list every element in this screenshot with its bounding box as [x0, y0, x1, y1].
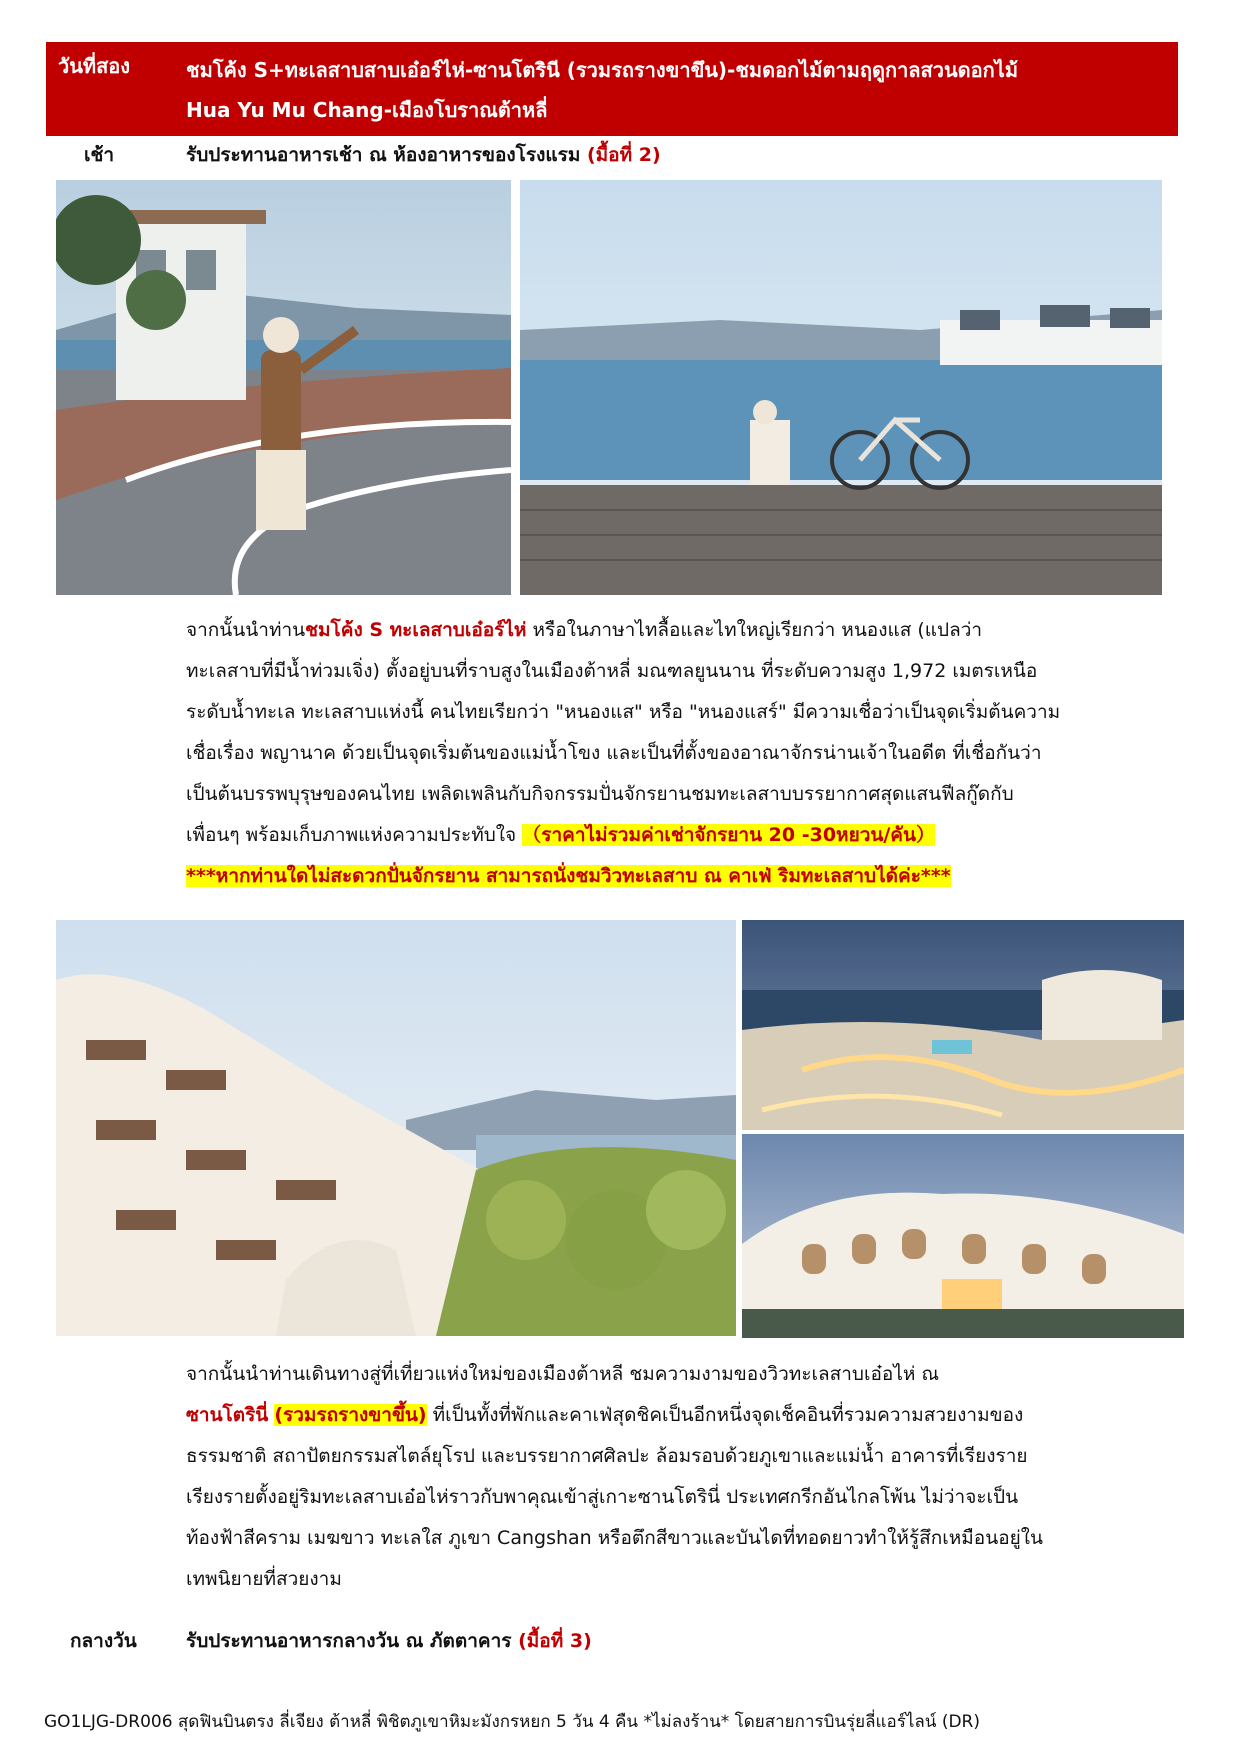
para1-line3: ระดับน้ำทะเล ทะเลสาบแห่งนี้ คนไทยเรียกว่า "หนองแส" หรือ "หนองแสร์" มีความเชื่อว่าเป็นจุดเริ่มต้นความ — [186, 701, 1061, 723]
morning-label: เช้า — [84, 144, 115, 166]
para1-warning-line — [186, 856, 1166, 897]
bike-rental-price-note: （ราคาไม่รวมค่าเช่าจักรยาน 20 -30หยวน/คัน） — [522, 824, 935, 846]
para2-line4: เรียงรายตั้งอยู่ริมทะเลสาบเอ๋อไห่ราวกับพาคุณเข้าสู่เกาะซานโตรินี่ ประเทศกรีกอันไกลโพ้น ไม่ว่าจะเป็น — [186, 1486, 1019, 1508]
lunch-desc: รับประทานอาหารกลางวัน ณ ภัตตาคาร — [186, 1630, 512, 1652]
para1-line1 — [186, 610, 1166, 651]
photo-santorini-evening — [742, 1134, 1184, 1338]
paragraph-erhai-lake — [186, 610, 1166, 897]
morning-desc: รับประทานอาหารเช้า ณ ห้องอาหารของโรงแรม — [186, 144, 581, 166]
para2-line6: เทพนิยายที่สวยงาม — [186, 1568, 342, 1590]
day-label: วันที่สอง — [58, 54, 131, 78]
para2-line2-rest: ที่เป็นทั้งที่พักและคาเฟ่สุดชิคเป็นอีกหนึ่งจุดเช็คอินที่รวมความสวยงามของ — [426, 1404, 1024, 1426]
lunch-meal: (มื้อที่ 3) — [518, 1630, 592, 1652]
santorini-tram-note: (รวมรถรางขาขึ้น) — [274, 1404, 427, 1426]
paragraph-santorini — [186, 1354, 1166, 1600]
para2-line5: ท้องฟ้าสีคราม เมฆขาว ทะเลใส ภูเขา Cangshan หรือตึกสีขาวและบันไดที่ทอดยาวทำให้รู้สึกเหมือนอยู่ใน — [186, 1527, 1044, 1549]
bike-warning-note: ***หากท่านใดไม่สะดวกปั่นจักรยาน สามารถนั่งชมวิวทะเลสาบ ณ คาเฟ่ ริมทะเลสาบได้ค่ะ*** — [186, 865, 951, 887]
photo-santorini-night — [742, 920, 1184, 1130]
day-title-line2: Hua Yu Mu Chang-เมืองโบราณต้าหลี่ — [186, 98, 548, 122]
para1-line5: เป็นต้นบรรพบุรุษของคนไทย เพลิดเพลินกับกิจกรรมปั่นจักรยานชมทะเลสาบบรรยากาศสุดแสนฟีลกู๊ดกับ — [186, 783, 1014, 805]
para1-lead: จากนั้นนำท่าน — [186, 619, 306, 641]
para1-line1-rest: หรือในภาษาไทลื้อและไทใหญ่เรียกว่า หนองแส (แปลว่า — [526, 619, 983, 641]
santorini-name: ซานโตรินี่ — [186, 1404, 269, 1426]
morning-text — [186, 140, 661, 170]
page-footer: GO1LJG-DR006 สุดฟินบินตรง ลี่เจียง ต้าหลี่ พิชิตภูเขาหิมะมังกรหยก 5 วัน 4 คืน *ไม่ลงร้าน* โดยสายการบินรุ่ยลี่แอร์ไลน์ (DR) — [44, 1712, 980, 1732]
photo-santorini-hotel — [56, 920, 736, 1336]
para2-line2 — [186, 1395, 1166, 1436]
day-title-line1: ชมโค้ง S+ทะเลสาบสาบเอ๋อร์ไห่-ซานโตรินี (รวมรถรางขาขึน)-ชมดอกไม้ตามฤดูกาลสวนดอกไม้ — [186, 58, 1019, 82]
lunch-label: กลางวัน — [70, 1630, 137, 1652]
morning-meal: (มื้อที่ 2) — [586, 144, 661, 166]
para1-line2: ทะเลสาบที่มีน้ำท่วมเจิ่ง) ตั้งอยู่บนที่ราบสูงในเมืองต้าหลี่ มณฑลยูนนาน ที่ระดับความสูง 1,972 เมตรเหนือ — [186, 660, 1038, 682]
para1-line4: เชื่อเรื่อง พญานาค ด้วยเป็นจุดเริ่มต้นของแม่น้ำโขง และเป็นที่ตั้งของอาณาจักรน่านเจ้าในอดีต ที่เชื่อกันว่า — [186, 742, 1042, 764]
para1-line6-text: เพื่อนๆ พร้อมเก็บภาพแห่งความประทับใจ — [186, 824, 517, 846]
para2-line3: ธรรมชาติ สถาปัตยกรรมสไตล์ยุโรป และบรรยากาศศิลปะ ล้อมรอบด้วยภูเขาและแม่น้ำ อาคารที่เรียงราย — [186, 1445, 1028, 1467]
lunch-text — [186, 1626, 592, 1656]
photo-bicycle-pier — [520, 180, 1162, 595]
para1-highlight: ชมโค้ง S ทะเลสาบเอ๋อร์ไห่ — [305, 619, 527, 641]
para1-line6 — [186, 815, 1166, 856]
photo-s-curve-road — [56, 180, 511, 595]
para2-line1: จากนั้นนำท่านเดินทางสู่ที่เที่ยวแห่งใหม่ของเมืองต้าหลี ชมความงามของวิวทะเลสาบเอ๋อไห่ ณ — [186, 1363, 940, 1385]
day-title — [186, 50, 1176, 130]
